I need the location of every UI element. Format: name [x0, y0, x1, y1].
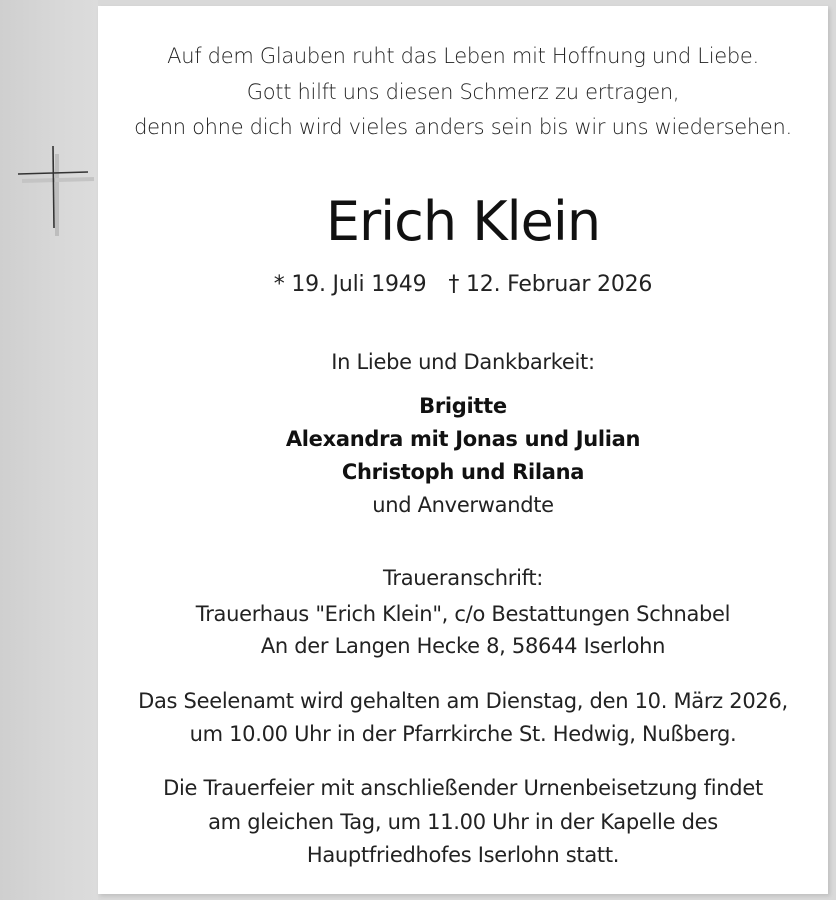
birth-date: * 19. Juli 1949: [273, 272, 427, 297]
deceased-name: Erich Klein: [325, 190, 601, 253]
verse-line-2: Gott hilft uns diesen Schmerz zu ertragen,: [246, 80, 680, 104]
dedication-text: In Liebe und Dankbarkeit:: [331, 350, 595, 374]
requiem-line-2: um 10.00 Uhr in der Pfarrkirche St. Hedwig, Nußberg.: [189, 722, 737, 746]
verse-line-1: Auf dem Glauben ruht das Leben mit Hoffnung und Liebe.: [167, 44, 759, 68]
life-dates: [98, 272, 828, 297]
funeral-line-2: am gleichen Tag, um 11.00 Uhr in der Kapelle des: [208, 810, 718, 834]
address-label: Traueranschrift:: [382, 566, 544, 590]
mourner-3: Christoph und Rilana: [341, 460, 585, 484]
verse-line-3: denn ohne dich wird vieles anders sein bis wir uns wiedersehen.: [134, 115, 792, 139]
mourner-2: Alexandra mit Jonas und Julian: [285, 427, 641, 451]
obituary-card: [98, 6, 828, 894]
funeral-line-1: Die Trauerfeier mit anschließender Urnenbeisetzung findet: [163, 776, 763, 800]
requiem-line-1: Das Seelenamt wird gehalten am Dienstag, den 10. März 2026,: [138, 689, 788, 713]
cross-icon: [16, 144, 96, 236]
left-margin-strip: [0, 0, 98, 900]
death-date: † 12. Februar 2026: [448, 272, 653, 297]
relatives-text: und Anverwandte: [372, 493, 554, 517]
mourner-1: Brigitte: [419, 394, 507, 418]
address-line-2: An der Langen Hecke 8, 58644 Iserlohn: [260, 634, 666, 658]
funeral-line-3: Hauptfriedhofes Iserlohn statt.: [306, 843, 620, 867]
address-line-1: Trauerhaus "Erich Klein", c/o Bestattungen Schnabel: [195, 602, 731, 626]
